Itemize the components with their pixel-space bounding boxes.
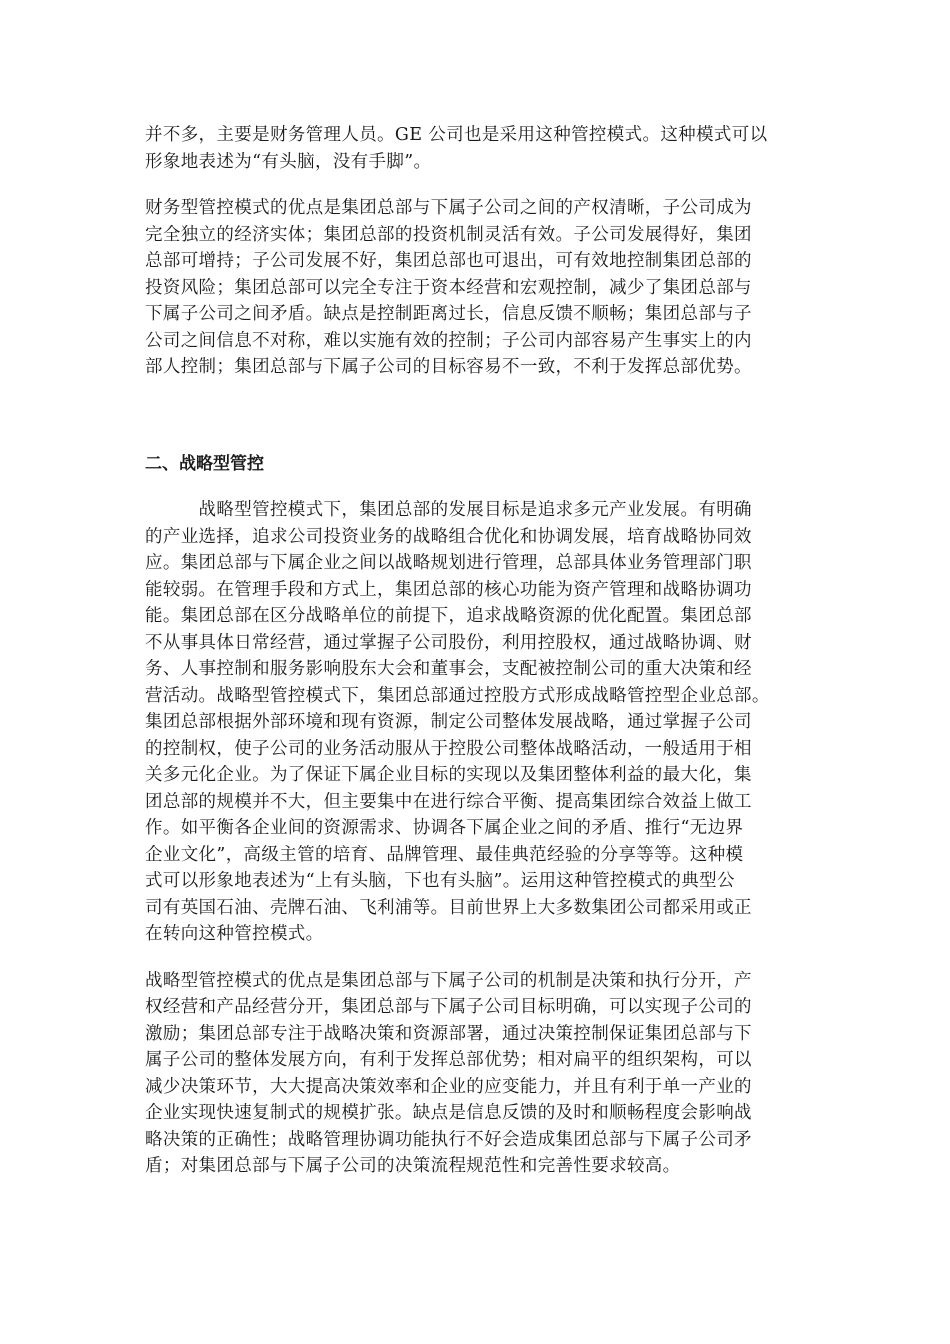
paragraph-3 [145,497,810,948]
text-line: 团总部的规模并不大，但主要集中在进行综合平衡、提高集团综合效益上做工 [145,791,752,812]
text-line: 务、人事控制和服务影响股东大会和董事会，支配被控制公司的重大决策和经 [145,659,752,679]
text-line: 作。如平衡各企业间的资源需求、协调各下属企业之间的矛盾、推行“无边界 [145,818,744,838]
text-line: 企业实现快速复制式的规模扩张。缺点是信息反馈的及时和顺畅程度会影响战 [145,1103,752,1123]
text-line: 形象地表述为“有头脑，没有手脚”。 [145,151,432,172]
paragraph-2 [145,195,810,381]
text-line: 的控制权，使子公司的业务活动服从于控股公司整体战略活动，一般适用于相 [145,738,752,759]
text-line: 在转向这种管控模式。 [145,924,324,944]
text-line: 企业文化”，高级主管的培育、品牌管理、最佳典范经验的分享等等。这种模 [145,844,744,865]
text-line: 应。集团总部与下属企业之间以战略规划进行管理，总部具体业务管理部门职 [145,553,752,573]
paragraph-4 [145,968,810,1180]
text-line: 营活动。战略型管控模式下，集团总部通过控股方式形成战略管控型企业总部。 [145,685,770,706]
text-line: 下属子公司之间矛盾。缺点是控制距离过长，信息反馈不顺畅；集团总部与子 [145,304,752,324]
text-line: 权经营和产品经营分开，集团总部与下属子公司目标明确，可以实现子公司的 [145,997,752,1017]
text-line: 盾；对集团总部与下属子公司的决策流程规范性和完善性要求较高。 [145,1156,681,1176]
text-line: 部人控制；集团总部与下属子公司的目标容易不一致，不利于发挥总部优势。 [145,357,752,377]
text-line: 战略型管控模式下，集团总部的发展目标是追求多元产业发展。有明确 [145,500,752,520]
text-line: 集团总部根据外部环境和现有资源，制定公司整体发展战略，通过掌握子公司 [145,712,752,732]
text-line: 完全独立的经济实体；集团总部的投资机制灵活有效。子公司发展得好，集团 [145,224,752,245]
text-line: 关多元化企业。为了保证下属企业目标的实现以及集团整体利益的最大化，集 [145,765,752,785]
text-line: 财务型管控模式的优点是集团总部与下属子公司之间的产权清晰，子公司成为 [145,198,752,218]
text-line: 减少决策环节，大大提高决策效率和企业的应变能力，并且有利于单一产业的 [145,1076,752,1097]
text-line: 式可以形象地表述为“上有头脑，下也有头脑”。运用这种管控模式的典型公 [145,871,735,891]
text-line: 总部可增持；子公司发展不好，集团总部也可退出，可有效地控制集团总部的 [145,251,752,271]
text-line: 的产业选择，追求公司投资业务的战略组合优化和协调发展，培育战略协同效 [145,526,752,547]
text-line: 司有英国石油、壳牌石油、飞利浦等。目前世界上大多数集团公司都采用或正 [145,897,752,918]
text-line: 公司之间信息不对称，难以实施有效的控制；子公司内部容易产生事实上的内 [145,330,752,351]
text-line: 激励；集团总部专注于战略决策和资源部署，通过决策控制保证集团总部与下 [145,1023,752,1044]
paragraph-1 [145,122,810,175]
text-line: 能。集团总部在区分战略单位的前提下，追求战略资源的优化配置。集团总部 [145,606,752,626]
document-page [145,122,810,1180]
section-heading: 二、战略型管控 [145,453,264,474]
text-line: 略决策的正确性；战略管理协调功能执行不好会造成集团总部与下属子公司矛 [145,1129,752,1150]
text-line: 投资风险；集团总部可以完全专注于资本经营和宏观控制，减少了集团总部与 [145,277,752,298]
text-line: 不从事具体日常经营，通过掌握子公司股份，利用控股权，通过战略协调、财 [145,632,752,653]
text-line: 属子公司的整体发展方向，有利于发挥总部优势；相对扁平的组织架构，可以 [145,1050,752,1070]
text-line: 能较弱。在管理手段和方式上，集团总部的核心功能为资产管理和战略协调功 [145,579,752,600]
text-line: 并不多，主要是财务管理人员。GE 公司也是采用这种管控模式。这种模式可以 [145,125,768,145]
text-line: 战略型管控模式的优点是集团总部与下属子公司的机制是决策和执行分开，产 [145,970,752,991]
